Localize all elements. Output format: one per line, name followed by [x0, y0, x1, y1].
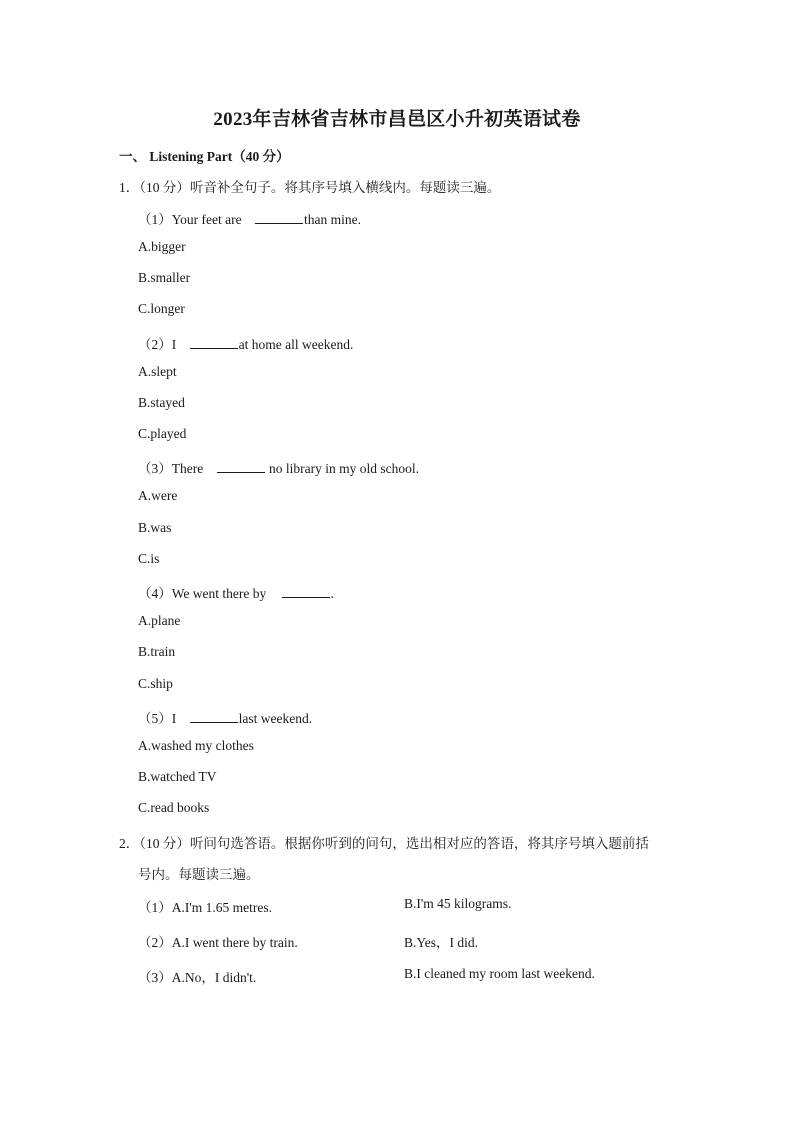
item-number: （3）: [138, 461, 172, 476]
sentence-start: We went there by: [171, 586, 270, 601]
sentence-end: at home all weekend.: [238, 337, 354, 352]
sentence-start: I: [171, 711, 180, 726]
sentence-start: Your feet are: [171, 212, 245, 227]
question-2-stem-line-1: 2．（10 分）听问句选答语。根据你听到的问句，选出相对应的答语，将其序号填入题前括: [119, 836, 649, 851]
q1-item-1-option-b: B.smaller: [138, 270, 191, 285]
item-number: （4）: [138, 586, 172, 601]
question-2-stem-line-2: 号内。每题读三遍。: [138, 867, 260, 882]
q1-item-2-option-c: C.played: [138, 426, 187, 441]
q2-item-1-option-b: B.I'm 45 kilograms.: [404, 896, 512, 911]
q2-item-1-option-a: [138, 896, 272, 916]
item-number: （5）: [138, 711, 172, 726]
item-number: （3）: [138, 970, 172, 985]
item-number: （2）: [138, 337, 172, 352]
sentence-end: than mine.: [303, 212, 361, 227]
answer-blank: [282, 586, 330, 598]
q1-item-3-option-a: A.were: [138, 488, 178, 503]
q1-item-1-option-a: A.bigger: [138, 239, 186, 254]
q2-item-3-option-b: B.I cleaned my room last weekend.: [404, 966, 595, 981]
q1-item-1-option-c: C.longer: [138, 301, 185, 316]
q1-item-4-option-b: B.train: [138, 644, 176, 659]
sentence-start: I: [171, 337, 180, 352]
sentence-end: .: [330, 586, 334, 601]
item-number: （1）: [138, 212, 172, 227]
item-number: （2）: [138, 935, 172, 950]
q2-item-2-option-a: [138, 931, 298, 951]
q1-item-3-option-b: B.was: [138, 520, 172, 535]
q1-item-2-option-b: B.stayed: [138, 395, 185, 410]
answer-blank: [190, 337, 238, 349]
q1-item-1-sentence: [138, 208, 361, 228]
sentence-end: no library in my old school.: [265, 461, 419, 476]
section-heading: 一、 Listening Part（40 分）: [119, 149, 290, 164]
answer-blank: [190, 711, 238, 723]
answer-blank: [217, 461, 265, 473]
q1-item-5-option-a: A.washed my clothes: [138, 738, 254, 753]
question-1-stem: 1．（10 分）听音补全句子。将其序号填入横线内。每题读三遍。: [119, 180, 501, 195]
option-a-text: A.I'm 1.65 metres.: [171, 900, 273, 915]
option-a-text: A.I went there by train.: [171, 935, 298, 950]
q1-item-4-option-c: C.ship: [138, 676, 173, 691]
sentence-end: last weekend.: [238, 711, 313, 726]
exam-title: 2023年吉林省吉林市昌邑区小升初英语试卷: [213, 109, 581, 130]
q1-item-5-option-c: C.read books: [138, 800, 210, 815]
q1-item-5-sentence: [138, 707, 312, 727]
item-number: （1）: [138, 900, 172, 915]
option-a-text: A.No，I didn't.: [171, 970, 257, 985]
q2-item-2-option-b: B.Yes，I did.: [404, 935, 479, 950]
q1-item-2-sentence: [138, 333, 353, 353]
sentence-start: There: [171, 461, 207, 476]
q1-item-3-option-c: C.is: [138, 551, 160, 566]
q1-item-2-option-a: A.slept: [138, 364, 177, 379]
q1-item-4-sentence: [138, 582, 334, 602]
q1-item-4-option-a: A.plane: [138, 613, 181, 628]
q1-item-3-sentence: [138, 457, 419, 477]
q2-item-3-option-a: [138, 966, 256, 986]
answer-blank: [255, 212, 303, 224]
q1-item-5-option-b: B.watched TV: [138, 769, 217, 784]
